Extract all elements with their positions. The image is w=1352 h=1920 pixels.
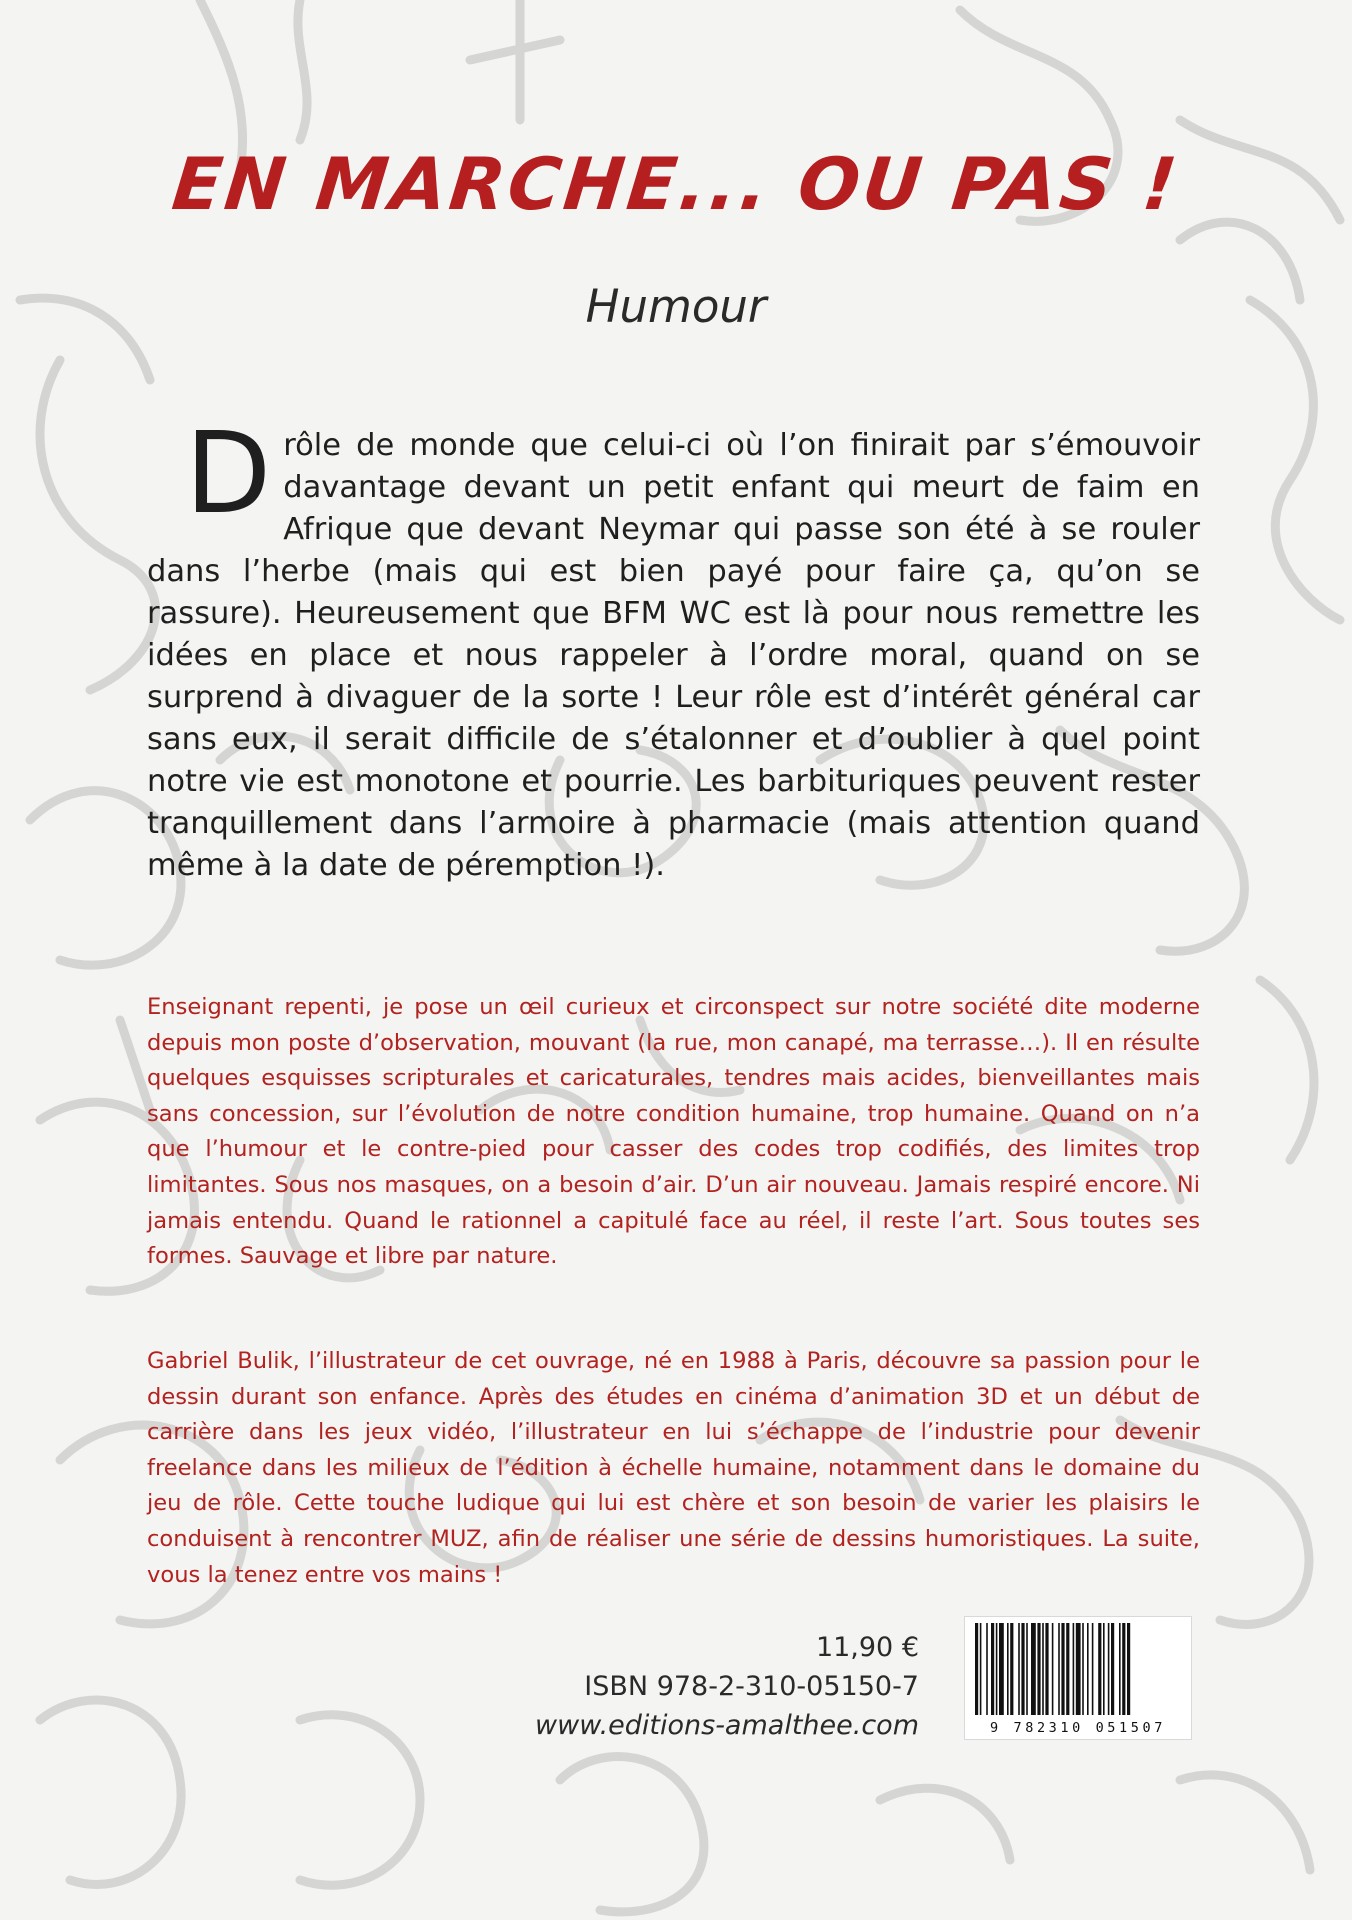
barcode-bar [1037,1623,1040,1715]
barcode-bar [1087,1623,1089,1715]
barcode-bar [1082,1623,1084,1715]
barcode-bar [980,1623,982,1715]
barcode-bar [996,1623,998,1715]
barcode-bar [975,1623,978,1715]
barcode-bar [1119,1623,1121,1715]
barcode-bar [1042,1623,1044,1715]
pricing-block [535,1628,919,1745]
genre-label: Humour [585,280,767,333]
barcode-bar [1111,1623,1114,1715]
barcode-bar [1098,1623,1101,1715]
price: 11,90 € [815,1632,919,1663]
barcode-bar [1127,1623,1130,1715]
isbn: ISBN 978-2-310-05150-7 [584,1671,919,1702]
barcode-bar [1061,1623,1064,1715]
barcode-bar [1021,1623,1024,1715]
barcode-bar [1103,1623,1105,1715]
barcode-bar [1026,1623,1028,1715]
barcode-bar [1052,1623,1054,1715]
barcode-bars [975,1623,1181,1715]
barcode-bar [1010,1623,1013,1715]
barcode-bar [1018,1623,1020,1715]
blurb-drop-cap: D [185,409,272,539]
barcode-bar [1007,1623,1009,1715]
publisher-website: www.editions-amalthee.com [535,1710,919,1741]
barcode-bar [1076,1623,1081,1715]
illustrator-bio: Gabriel Bulik, l’illustrateur de cet ouvrage, né en 1988 à Paris, découvre sa passion pour le dessin durant son enfance. Après des études en cinéma d’animation 3D et un début de carrière dans les jeux vidéo, l’illustrateur en lui s’échappe de l’industrie pour devenir freelance dans les milieux de l’édition à échelle humaine, notamment dans le domaine du jeu de rôle. Cette touche ludique qui lui est chère et son besoin de varier les plaisirs le conduisent à rencontrer MUZ, afin de réaliser une série de dessins humoristiques. La suite, vous la tenez entre vos mains ! [147,1348,1200,1588]
barcode-bar [1092,1623,1094,1715]
barcode-bar [999,1623,1004,1715]
book-title: EN MARCHE... OU PAS ! [168,142,1184,226]
book-blurb [147,409,1200,887]
barcode-bar [1073,1623,1075,1715]
author-bio: Enseignant repenti, je pose un œil curieux et circonspect sur notre société dite moderne depuis mon poste d’observation, mouvant (la rue, mon canapé, ma terrasse…). Il en résulte quelques esquisses scripturales et caricaturales, tendres mais acides, bienveillantes mais sans concession, sur l’évolution de notre condition humaine, trop humaine. Quand on n’a que l’humour et le contre-pied pour casser des codes trop codifiés, des limites trop limitantes. Sous nos masques, on a besoin d’air. D’un air nouveau. Jamais respiré encore. Ni jamais entendu. Quand le rationnel a capitulé face au réel, il reste l’art. Sous toutes ses formes. Sauvage et libre par nature. [147,994,1200,1270]
barcode-bar [1031,1623,1036,1715]
barcode-bar [1122,1623,1125,1715]
barcode-digits: 9 782310 051507 [990,1720,1166,1736]
barcode-bar [991,1623,994,1715]
barcode-bar [1066,1623,1069,1715]
isbn-barcode [964,1616,1192,1740]
barcode-bar [1108,1623,1110,1715]
barcode-bar [1045,1623,1048,1715]
blurb-text: rôle de monde que celui-ci où l’on finirait par s’émouvoir davantage devant un petit enfant qui meurt de faim en Afrique que devant Neymar qui passe son été à se rouler dans l’herbe (mais qui est bien payé pour faire ça, qu’on se rassure). Heureusement que BFM WC est là pour nous remettre les idées en place et nous rappeler à l’ordre moral, quand on se surprend à divaguer de la sorte ! Leur rôle est d’intérêt général car sans eux, il serait difficile de s’étalonner et d’oublier à quel point notre vie est monotone et pourrie. Les barbituriques peuvent rester tranquillement dans l’armoire à pharmacie (mais attention quand même à la date de péremption !). [147,428,1200,883]
barcode-bar [1058,1623,1060,1715]
barcode-bar [986,1623,988,1715]
